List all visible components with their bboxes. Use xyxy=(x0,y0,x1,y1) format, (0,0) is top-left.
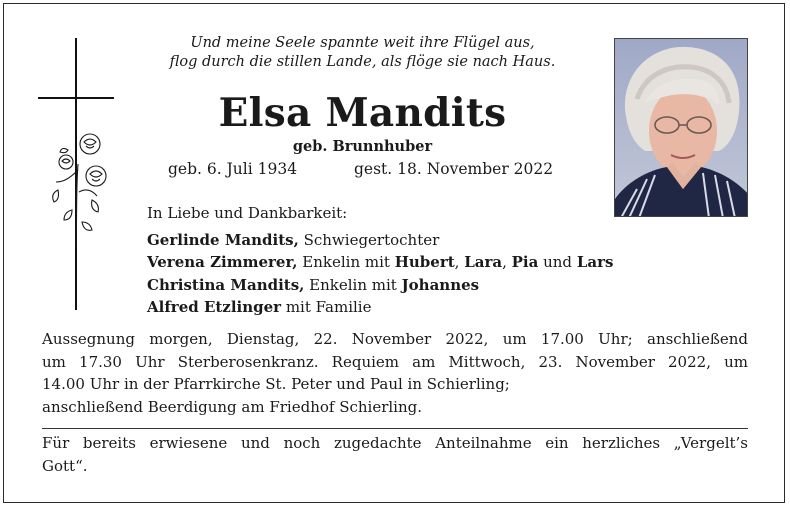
grandchild-name: Pia xyxy=(511,253,539,271)
roses-icon xyxy=(52,130,112,250)
mourners-intro: In Liebe und Dankbarkeit: xyxy=(147,204,348,222)
mourner-name: Verena Zimmerer, xyxy=(147,253,298,271)
death-date: gest. 18. November 2022 xyxy=(354,160,554,178)
mourner-name: Gerlinde Mandits, xyxy=(147,230,299,249)
thanks-line: Für bereits erwiesene und noch zugedachte Anteilnahme ein herzliches „Vergelt’s xyxy=(42,434,748,452)
mourner-name: Alfred Etzlinger xyxy=(147,298,282,316)
mourner-name: Christina Mandits, xyxy=(147,275,305,294)
thanks-note xyxy=(42,432,748,477)
mourners-list xyxy=(147,202,613,319)
mourner-row xyxy=(147,251,613,274)
mourner-relation: Enkelin mit xyxy=(304,275,402,294)
portrait-photo xyxy=(614,38,748,217)
service-line: um 17.30 Uhr Sterberosenkranz. Requiem am Mittwoch, 23. November 2022, um xyxy=(42,352,748,371)
birth-date: geb. 6. Juli 1934 xyxy=(168,160,298,178)
separator: , xyxy=(454,253,465,271)
grandchild-name: Johannes xyxy=(401,275,480,294)
separator: , xyxy=(502,253,512,271)
mourner-row xyxy=(147,274,613,297)
service-line: anschließend Beerdigung am Friedhof Schierling. xyxy=(42,397,423,416)
service-line: Aussegnung morgen, Dienstag, 22. November 2022, um 17.00 Uhr; anschließend xyxy=(42,330,748,348)
verse-line: Und meine Seele spannte weit ihre Flügel aus, xyxy=(190,35,535,51)
birth-name: geb. Brunnhuber xyxy=(292,138,433,155)
grandchild-name: Lara xyxy=(464,253,503,271)
mourner-row xyxy=(147,296,613,319)
deceased-name: Elsa Mandits xyxy=(218,90,507,136)
grandchild-name: Lars xyxy=(576,253,614,271)
service-details xyxy=(42,328,748,418)
verse-line: flog durch die stillen Lande, als flöge sie nach Haus. xyxy=(169,54,556,70)
grandchild-name: Hubert xyxy=(394,253,455,271)
mourner-relation: mit Familie xyxy=(281,298,372,316)
divider xyxy=(42,428,748,429)
service-line: 14.00 Uhr in der Pfarrkirche St. Peter und Paul in Schierling; xyxy=(42,375,510,393)
thanks-line: Gott“. xyxy=(42,456,88,475)
mourner-row xyxy=(147,229,613,252)
separator: und xyxy=(538,253,577,271)
mourner-relation: Enkelin mit xyxy=(297,253,395,271)
mourner-relation: Schwiegertochter xyxy=(298,230,440,249)
verse xyxy=(140,34,585,72)
